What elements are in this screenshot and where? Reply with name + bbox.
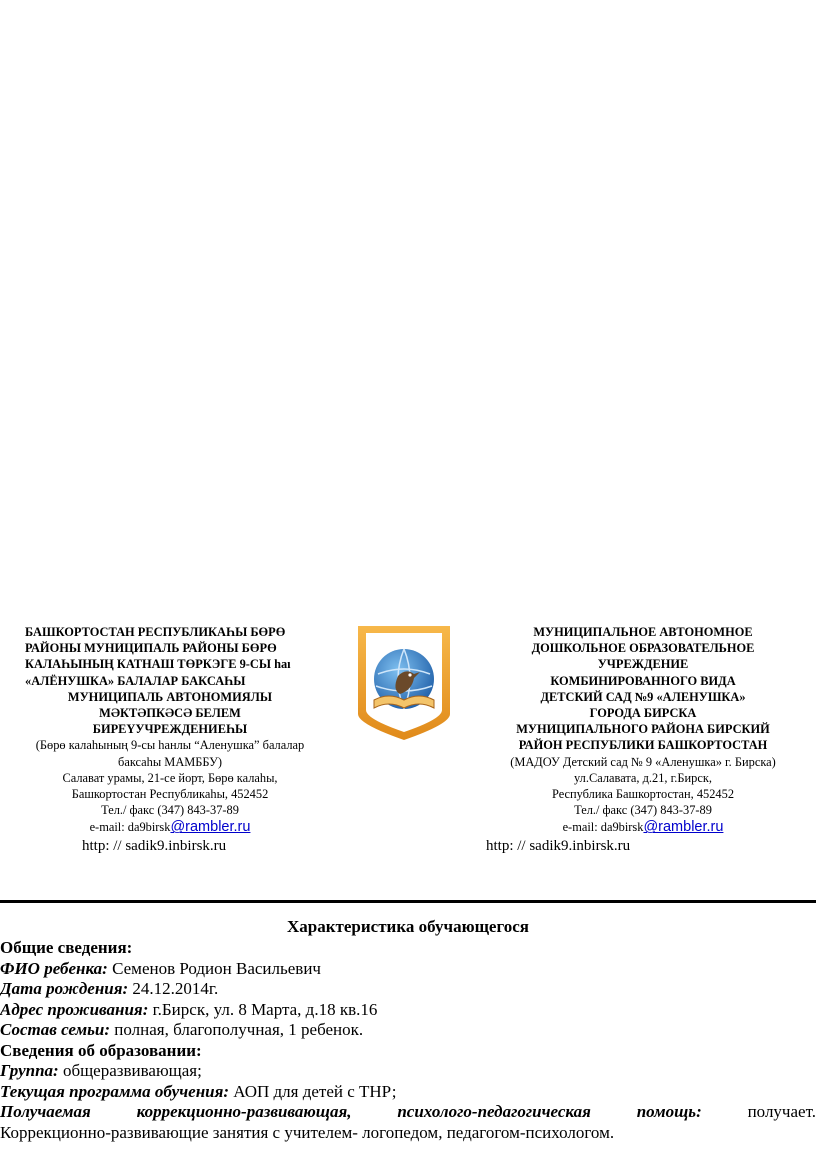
birth-label: Дата рождения: <box>0 979 129 998</box>
help-label-word: коррекционно-развивающая, <box>136 1102 352 1121</box>
group-row <box>0 1061 816 1082</box>
help-label-word: Получаемая <box>0 1102 91 1121</box>
family-label: Состав семьи: <box>0 1020 111 1039</box>
left-info-line: Тел./ факс (347) 843-37-89 <box>101 803 239 818</box>
left-email-prefix: e-mail: da9birsk <box>89 820 171 835</box>
fio-row <box>0 959 816 980</box>
right-org-line: ДОШКОЛЬНОЕ ОБРАЗОВАТЕЛЬНОЕ <box>531 641 755 656</box>
right-email-link[interactable]: @rambler.ru <box>643 819 724 836</box>
right-org-line: РАЙОН РЕСПУБЛИКИ БАШКОРТОСТАН <box>518 738 768 753</box>
left-org-line: МӘКТӘПКӘСӘ БЕЛЕМ <box>99 706 241 721</box>
section-heading-education: Сведения об образовании: <box>0 1040 202 1060</box>
header-right-column <box>470 624 816 855</box>
right-info-line: Республика Башкортостан, 452452 <box>551 787 735 802</box>
help-value: получает. <box>747 1102 816 1121</box>
left-org-line: БИРЕҮУЧРЕЖДЕНИЕҺЫ <box>92 722 248 737</box>
left-org-line: РАЙОНЫ МУНИЦИПАЛЬ РАЙОНЫ БӨРӨ <box>25 641 277 656</box>
program-row <box>0 1082 816 1103</box>
family-row <box>0 1020 816 1041</box>
left-info-line: Башкортостан Республикаһы, 452452 <box>71 787 269 802</box>
header-left-column <box>0 624 340 855</box>
kindergarten-logo <box>348 624 460 744</box>
address-label: Адрес проживания: <box>0 999 149 1019</box>
help-label-word: помощь: <box>636 1102 702 1121</box>
program-label: Текущая программа обучения: <box>0 1081 230 1101</box>
group-value: общеразвивающая; <box>58 1061 202 1080</box>
left-org-line: МУНИЦИПАЛЬ АВТОНОМИЯЛЫ <box>67 689 273 704</box>
right-org-line: МУНИЦИПАЛЬНОГО РАЙОНА БИРСКИЙ <box>516 722 770 737</box>
right-info-line: ул.Салавата, д.21, г.Бирск, <box>574 770 712 785</box>
right-org-line: ДЕТСКИЙ САД №9 «АЛЕНУШКА» <box>540 689 746 704</box>
right-website[interactable]: http: // sadik9.inbirsk.ru <box>486 838 631 855</box>
fio-value: Семенов Родион Васильевич <box>107 958 321 978</box>
left-org-line: БАШКОРТОСТАН РЕСПУБЛИКАҺЫ БӨРӨ <box>25 625 286 639</box>
right-info-line: Тел./ факс (347) 843-37-89 <box>574 803 712 818</box>
address-value: г.Бирск, ул. 8 Марта, д.18 кв.16 <box>148 999 378 1019</box>
left-org-line: КАЛАҺЫНЫҢ КАТНАШ ТӨРКЭГЕ 9-СЫ һаı <box>25 657 291 672</box>
right-email <box>470 818 816 837</box>
right-org-line: КОМБИНИРОВАННОГО ВИДА <box>550 673 736 688</box>
help-label-word: психолого-педагогическая <box>397 1102 591 1121</box>
right-info-line: (МАДОУ Детский сад № 9 «Аленушка» г. Бирска) <box>510 754 776 769</box>
address-row <box>0 1000 816 1021</box>
right-email-prefix: e-mail: da9birsk <box>562 820 644 835</box>
left-info-line: Салават урамы, 21-се йорт, Бөрө калаһы, <box>62 770 278 785</box>
left-email <box>0 818 340 837</box>
group-label: Группа: <box>0 1061 59 1080</box>
left-website[interactable]: http: // sadik9.inbirsk.ru <box>82 838 227 855</box>
left-email-link[interactable]: @rambler.ru <box>170 819 251 836</box>
right-org-line: УЧРЕЖДЕНИЕ <box>597 657 689 672</box>
document-body <box>0 938 816 1143</box>
help-continuation: Коррекционно-развивающие занятия с учителем- логопедом, педагогом-психологом. <box>0 1122 615 1142</box>
right-org-line: МУНИЦИПАЛЬНОЕ АВТОНОМНОЕ <box>533 625 753 639</box>
logo-emblem-icon <box>348 624 460 744</box>
left-org-line: «АЛЁНУШКА» БАЛАЛАР БАКСАҺЫ <box>25 673 246 688</box>
document-title: Характеристика обучающегося <box>286 917 530 936</box>
left-info-line: баксаһы МАМББУ) <box>118 754 222 769</box>
birth-row <box>0 979 816 1000</box>
family-value: полная, благополучная, 1 ребенок. <box>110 1020 364 1039</box>
section-heading-general: Общие сведения: <box>0 938 133 957</box>
help-row <box>0 1102 816 1123</box>
right-org-line: ГОРОДА БИРСКА <box>589 706 697 721</box>
header-divider <box>0 900 816 903</box>
fio-label: ФИО ребенка: <box>0 958 108 978</box>
birth-value: 24.12.2014г. <box>128 979 219 998</box>
program-value: АОП для детей с ТНР; <box>229 1081 397 1101</box>
left-info-line: (Бөрө калаһының 9-сы һанлы “Аленушка” балалар <box>35 738 305 753</box>
